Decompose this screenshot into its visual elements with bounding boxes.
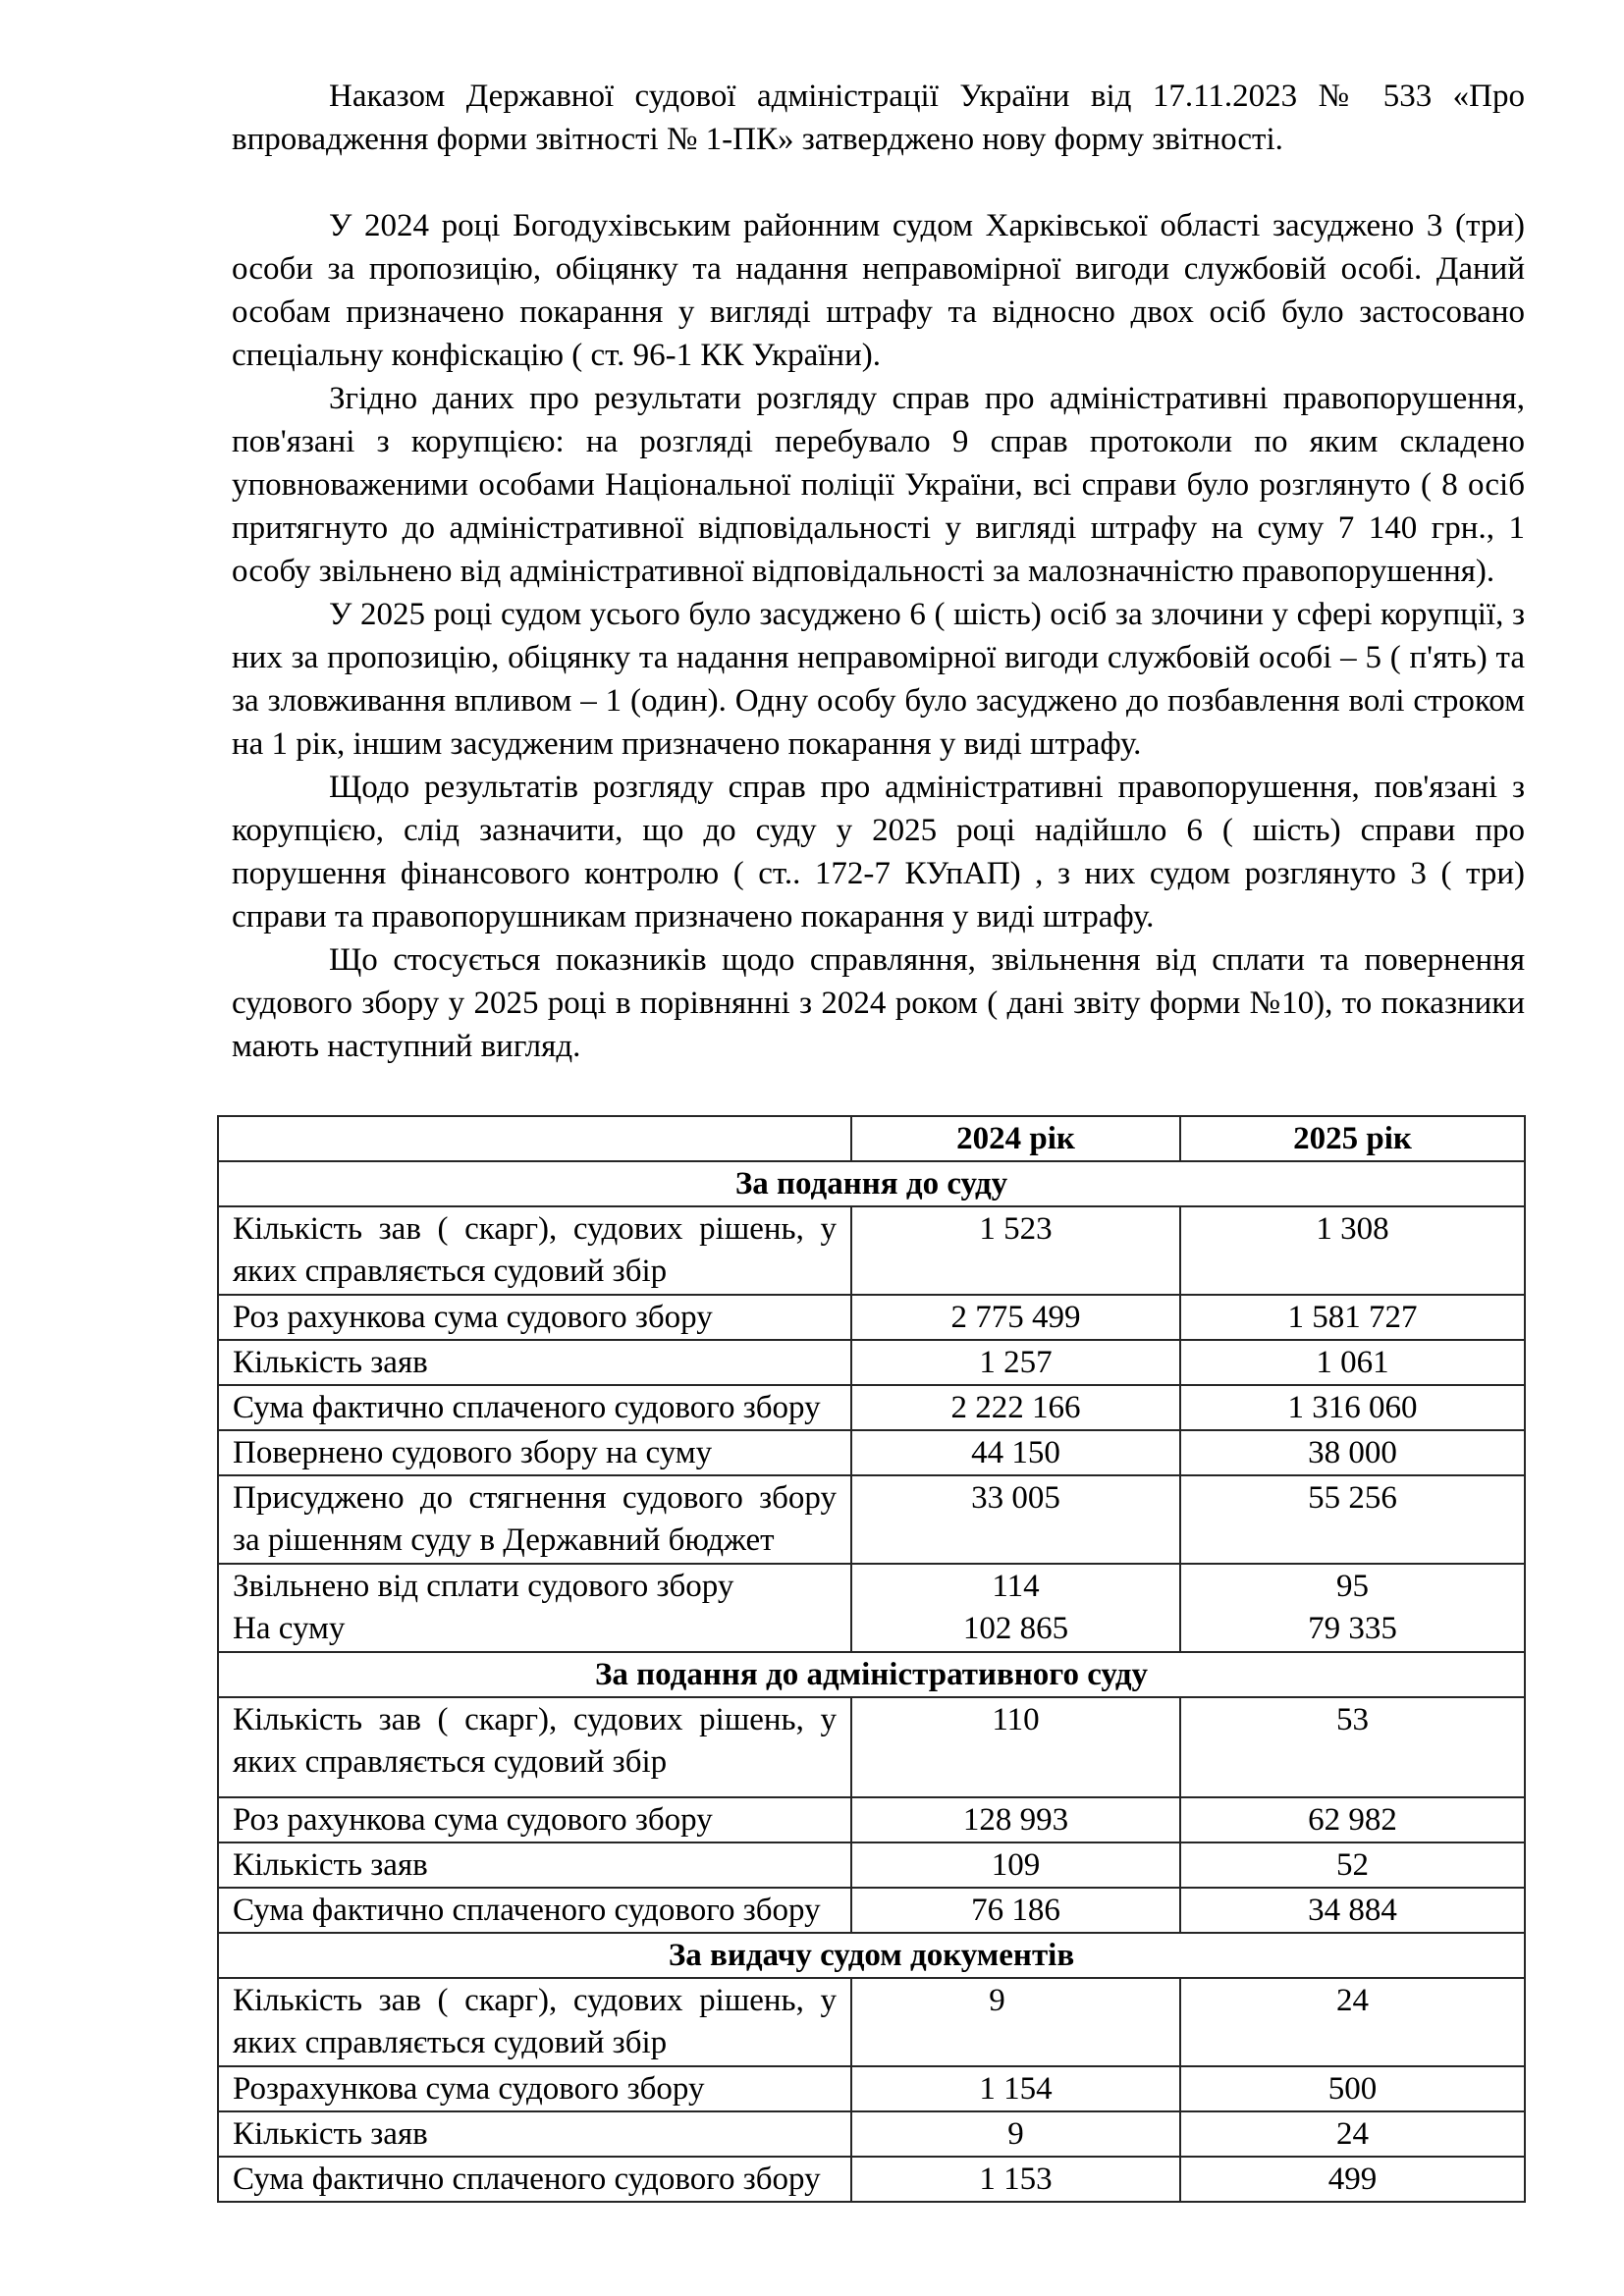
value-2024: 1 257 xyxy=(851,1340,1180,1385)
row-label: Роз рахункова сума судового збору xyxy=(218,1797,851,1842)
value-2025: 499 xyxy=(1180,2157,1525,2202)
section-title-document-issuance: За видачу судом документів xyxy=(218,1933,1525,1978)
row-label: Кількість заяв xyxy=(218,1842,851,1888)
table-row xyxy=(218,1206,1525,1295)
paragraph-court-fee-intro: Що стосується показників щодо справляння, звільнення від сплати та повернення судового збору у 2025 році в порівнянні з 2024 роком ( дані звіту форми №10), то показники мають наступний вигляд. xyxy=(232,942,1525,1064)
value-2025: 1 316 060 xyxy=(1180,1385,1525,1430)
paragraph-2024-convictions: У 2024 році Богодухівським районним судом Харківської області засуджено 3 (три) особи за пропозицію, обіцянку та надання неправомірної вигоди службовій особі. Даний особам призначено покарання у вигляді штрафу та відносно двох осіб було застосовано спеціальну конфіскацію ( ст. 96-1 КК України). xyxy=(232,208,1525,373)
value-2025: 62 982 xyxy=(1180,1797,1525,1842)
header-empty-cell xyxy=(218,1116,851,1161)
row-label: Сума фактично сплаченого судового збору xyxy=(218,1385,851,1430)
value-2024: 76 186 xyxy=(851,1888,1180,1933)
row-label: Присуджено до стягнення судового збору за рішенням суду в Державний бюджет xyxy=(218,1475,851,1564)
value-2025: 24 xyxy=(1180,1978,1525,2066)
label-line-amount: На суму xyxy=(233,1611,346,1646)
table-row xyxy=(218,2111,1525,2157)
value-2024: 1 523 xyxy=(851,1206,1180,1295)
value-2025: 38 000 xyxy=(1180,1430,1525,1475)
row-label: Розрахункова сума судового збору xyxy=(218,2066,851,2111)
value-2024: 2 775 499 xyxy=(851,1295,1180,1340)
header-2024: 2024 рік xyxy=(851,1116,1180,1161)
table-row xyxy=(218,1978,1525,2066)
value-2024: 109 xyxy=(851,1842,1180,1888)
table-row xyxy=(218,1295,1525,1340)
value-2024: 33 005 xyxy=(851,1475,1180,1564)
label-line-exempted: Звільнено від сплати судового збору xyxy=(233,1569,734,1604)
value-2025: 1 308 xyxy=(1180,1206,1525,1295)
table-row xyxy=(218,1475,1525,1564)
row-label: Кількість зав ( скарг), судових рішень, у яких справляється судовий збір xyxy=(218,1697,851,1797)
blank-line xyxy=(232,161,1525,204)
table-row xyxy=(218,2157,1525,2202)
paragraph-order-533: Наказом Державної судової адміністрації України від 17.11.2023 № 533 «Про впровадження форми звітності № 1-ПК» затверджено нову форму звітності. xyxy=(232,79,1525,157)
section-row xyxy=(218,1933,1525,1978)
row-label xyxy=(218,1564,851,1652)
value-2025: 53 xyxy=(1180,1697,1525,1797)
row-label: Кількість зав ( скарг), судових рішень, у яких справляється судовий збір xyxy=(218,1206,851,1295)
value-2025: 52 xyxy=(1180,1842,1525,1888)
value-2024: 2 222 166 xyxy=(851,1385,1180,1430)
section-title-court-filing: За подання до суду xyxy=(218,1161,1525,1206)
table-row xyxy=(218,1385,1525,1430)
paragraph-admin-offenses-2025: Щодо результатів розгляду справ про адміністративні правопорушення, пов'язані з корупцією, слід зазначити, що до суду у 2025 році надійшло 6 ( шість) справи про порушення фінансового контролю ( ст.. 172-7 КУпАП) , з них судом розглянуто 3 ( три) справи та правопорушникам призначено покарання у виді штрафу. xyxy=(232,770,1525,934)
table-header-row xyxy=(218,1116,1525,1161)
value-2025: 1 581 727 xyxy=(1180,1295,1525,1340)
table-row xyxy=(218,1697,1525,1797)
court-fee-table xyxy=(217,1115,1526,2203)
row-label: Сума фактично сплаченого судового збору xyxy=(218,1888,851,1933)
value-amount: 102 865 xyxy=(962,1611,1069,1646)
table-row xyxy=(218,1340,1525,1385)
value-2024: 1 154 xyxy=(851,2066,1180,2111)
header-2025: 2025 рік xyxy=(1180,1116,1525,1161)
value-count: 95 xyxy=(1336,1569,1369,1604)
value-2025 xyxy=(1180,1564,1525,1652)
row-label: Сума фактично сплаченого судового збору xyxy=(218,2157,851,2202)
row-label: Кількість заяв xyxy=(218,2111,851,2157)
section-row xyxy=(218,1161,1525,1206)
value-2025: 500 xyxy=(1180,2066,1525,2111)
value-count: 114 xyxy=(992,1569,1040,1604)
value-2024: 1 153 xyxy=(851,2157,1180,2202)
value-2025: 24 xyxy=(1180,2111,1525,2157)
value-2024 xyxy=(851,1978,1180,2066)
row-label: Роз рахункова сума судового збору xyxy=(218,1295,851,1340)
value-amount: 79 335 xyxy=(1308,1611,1397,1646)
paragraph-admin-offenses-2024: Згідно даних про результати розгляду справ про адміністративні правопорушення, пов'язані з корупцією: на розгляді перебувало 9 справ протоколи по яким складено уповноваженими особами Національної поліції України, всі справи було розглянуто ( 8 осіб притягнуто до адміністративної відповідальності у вигляді штрафу на суму 7 140 грн., 1 особу звільнено від адміністративної відповідальності за малозначністю правопорушення). xyxy=(232,381,1525,589)
value-2024-text: 9 xyxy=(989,1983,1005,2018)
table-row xyxy=(218,1430,1525,1475)
value-2024: 44 150 xyxy=(851,1430,1180,1475)
table-row xyxy=(218,1842,1525,1888)
row-label: Кількість заяв xyxy=(218,1340,851,1385)
paragraph-2025-convictions: У 2025 році судом усього було засуджено 6 ( шість) осіб за злочини у сфері корупції, з них за пропозицію, обіцянку та надання неправомірної вигоди службовій особі – 5 ( п'ять) та за зловживання впливом – 1 (один). Одну особу було засуджено до позбавлення волі строком на 1 рік, іншим засудженим призначено покарання у виді штрафу. xyxy=(232,597,1525,762)
value-2025: 55 256 xyxy=(1180,1475,1525,1564)
value-2024: 128 993 xyxy=(851,1797,1180,1842)
value-2024 xyxy=(851,1564,1180,1652)
row-label: Повернено судового збору на суму xyxy=(218,1430,851,1475)
document-body xyxy=(232,75,1525,1068)
section-title-admin-court: За подання до адміністративного суду xyxy=(218,1652,1525,1697)
table-row xyxy=(218,2066,1525,2111)
section-row xyxy=(218,1652,1525,1697)
value-2024: 9 xyxy=(851,2111,1180,2157)
value-2025: 1 061 xyxy=(1180,1340,1525,1385)
table-row xyxy=(218,1797,1525,1842)
table-row xyxy=(218,1888,1525,1933)
value-2024: 110 xyxy=(851,1697,1180,1797)
value-2025: 34 884 xyxy=(1180,1888,1525,1933)
table-row-exempted xyxy=(218,1564,1525,1652)
row-label: Кількість зав ( скарг), судових рішень, у яких справляється судовий збір xyxy=(218,1978,851,2066)
